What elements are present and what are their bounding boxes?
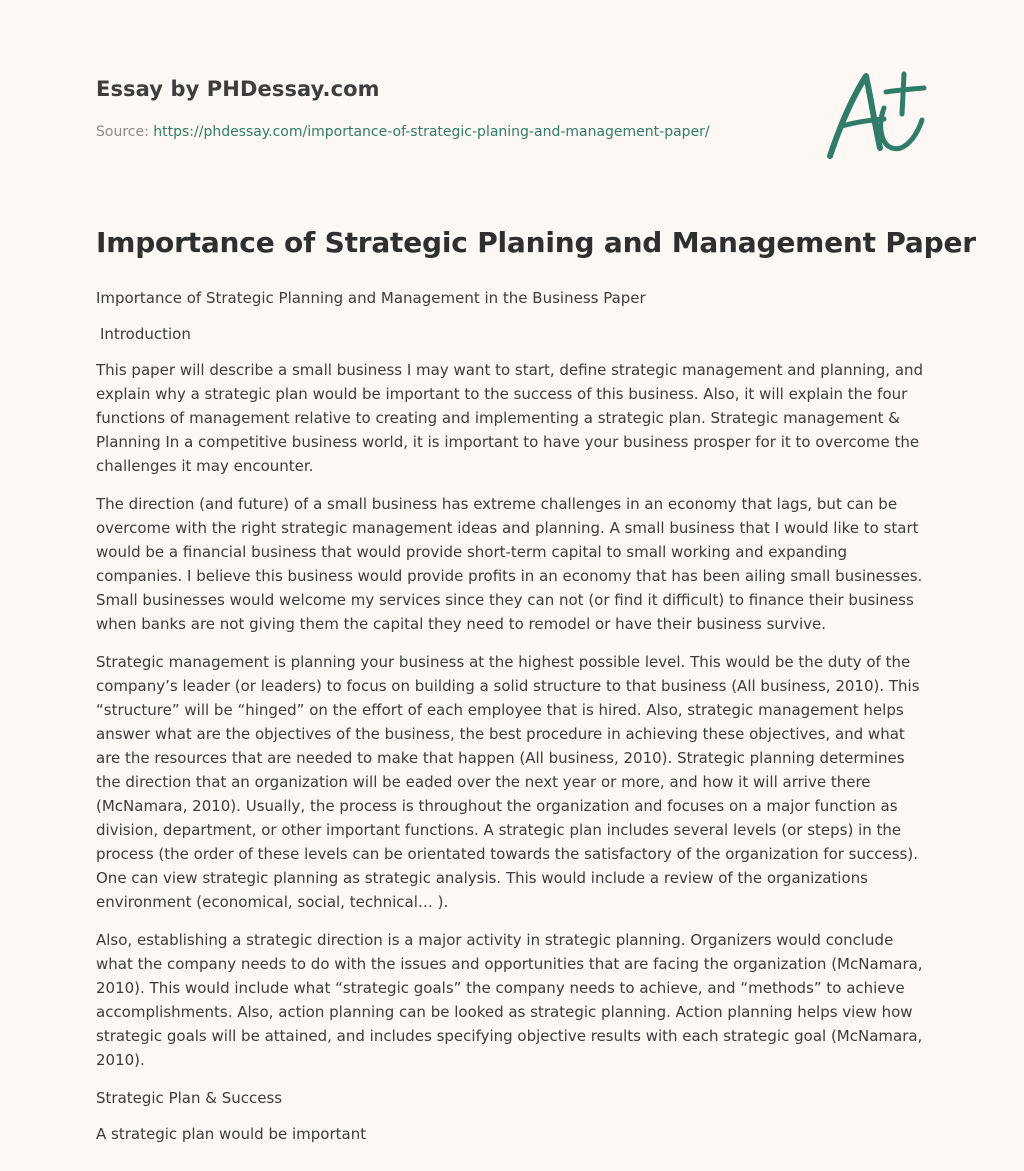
paragraph: Strategic management is planning your business at the highest possible level. This would be the duty of the company’s leader (or leaders) to focus on building a solid structure to that business (All business, 2010). This “structure” will be “hinged” on the effort of each employee that is hired. Also, strategic management helps answer what are the objectives of the business, the best procedure in achieving these objectives, and what are the resources that are needed to make that happen (All business, 2010). Strategic planning determines the direction that an organization will be eaded over the next year or more, and how it will arrive there (McNamara, 2010). Usually, the process is throughout the organization and focuses on a major function as division, department, or other important functions. A strategic plan includes several levels (or steps) in the process (the order of these levels can be orientated towards the satisfactory of the organization for success). One can view strategic planning as strategic analysis. This would include a review of the organizations environment (economical, social, technical… ).	[96, 653, 920, 911]
site-brand: Essay by PHDessay.com	[96, 77, 380, 101]
paragraph: Also, establishing a strategic direction is a major activity in strategic planning. Organizers would conclude what the company needs to do with the issues and opportunities that are facing the organization (McNamara, 2010). This would include what “strategic goals” the company needs to achieve, and “methods” to achieve accomplishments. Also, action planning can be looked as strategic planning. Action planning helps view how strategic goals will be attained, and includes specifying objective results with each strategic goal (McNamara, 2010).	[96, 931, 923, 1069]
essay-subtitle: Importance of Strategic Planning and Management in the Business Paper	[96, 289, 646, 307]
source-label: Source:	[96, 124, 154, 140]
section-heading: Strategic Plan & Success	[96, 1089, 283, 1107]
source-link[interactable]: https://phdessay.com/importance-of-strategic-planing-and-management-paper/	[153, 124, 710, 140]
essay-body	[96, 286, 926, 1158]
paragraph: This paper will describe a small business I may want to start, define strategic management and planning, and explain why a strategic plan would be important to the success of this business. Also, it will explain the four functions of management relative to creating and implementing a strategic plan. Strategic management & Planning In a competitive business world, it is important to have your business prosper for it to overcome the challenges it may encounter.	[96, 361, 924, 475]
paragraph: The direction (and future) of a small business has extreme challenges in an economy that lags, but can be overcome with the right strategic management ideas and planning. A small business that I would like to start would be a financial business that would provide short-term capital to small working and expanding companies. I believe this business would provide profits in an economy that has been ailing small businesses. Small businesses would welcome my services since they can not (or find it difficult) to finance their business when banks are not giving them the capital they need to remodel or have their business survive.	[96, 495, 923, 633]
closing-line: A strategic plan would be important	[96, 1125, 367, 1143]
intro-heading: Introduction	[100, 325, 191, 343]
a-plus-grade-icon	[818, 64, 930, 166]
source-line	[96, 124, 710, 140]
essay-title: Importance of Strategic Planing and Management Paper	[96, 226, 976, 259]
